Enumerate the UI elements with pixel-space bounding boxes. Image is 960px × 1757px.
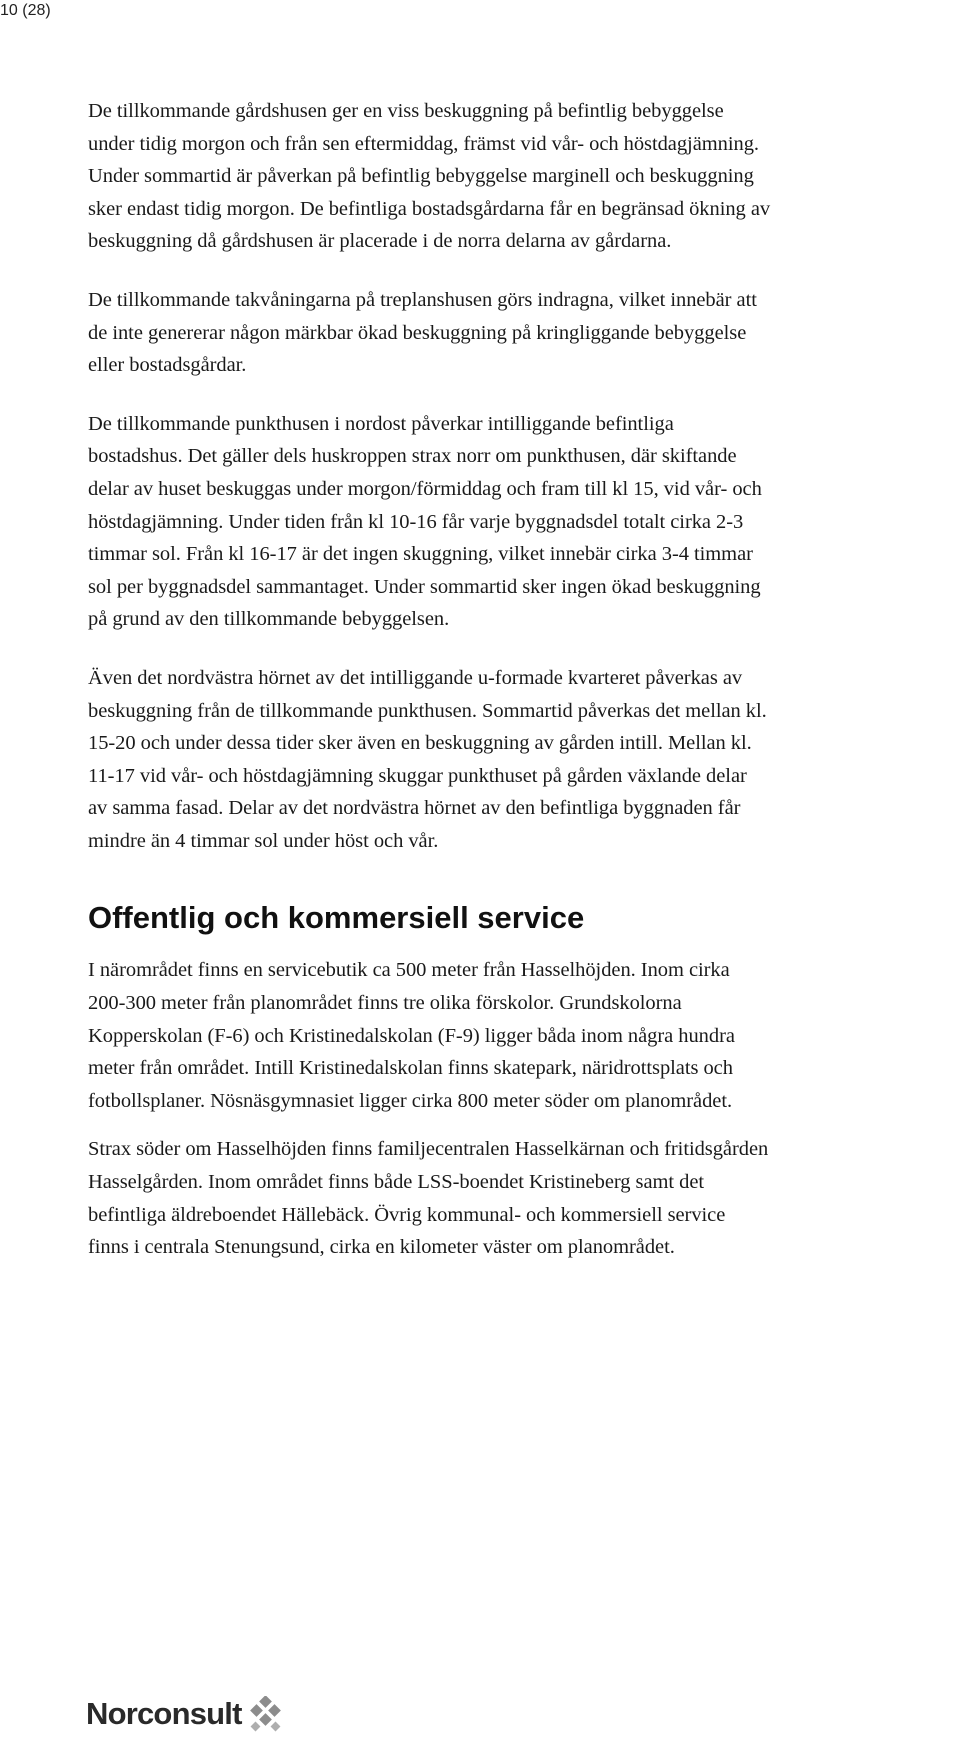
section-heading: Offentlig och kommersiell service — [88, 900, 585, 936]
company-logo — [86, 1696, 284, 1732]
norconsult-diamond-icon — [248, 1696, 284, 1732]
paragraph-nearby-services: I närområdet finns en servicebutik ca 500 meter från Hasselhöjden. Inom cirka 200-300 meter från planområdet finns tre olika förskolor. Grundskolorna Kopperskolan (F-6) och Kristinedalskolan (F-9) ligger båda inom några hundra meter från området. Intill Kristinedalskolan finns skatepark, näridrottsplats och fotbollsplaner. Nösnäsgymnasiet ligger cirka 800 meter söder om planområdet. — [88, 959, 735, 1112]
logo-wordmark: Norconsult — [86, 1696, 242, 1731]
document-body — [88, 95, 958, 1264]
paragraph-point-houses: De tillkommande punkthusen i nordost påverkar intilliggande befintliga bostadshus. Det gäller dels huskroppen strax norr om punkthusen, där skiftande delar av huset beskuggas under morgon/förmiddag och fram till kl 15, vid vår- och höstdagjämning. Under tiden från kl 10-16 får varje byggnadsdel totalt cirka 2-3 timmar sol. Från kl 16-17 är det ingen skuggning, vilket innebär cirka 3-4 timmar sol per byggnadsdel sammantaget. Under sommartid sker ingen ökad beskuggning på grund av den tillkommande bebyggelsen. — [88, 412, 762, 631]
paragraph-courtyard-houses: De tillkommande gårdshusen ger en viss beskuggning på befintlig bebyggelse under tidig morgon och från sen eftermiddag, främst vid vår- och höstdagjämning. Under sommartid är påverkan på befintlig bebyggelse marginell och beskuggning sker endast tidig morgon. De befintliga bostadsgårdarna får en begränsad ökning av beskuggning då gårdshusen är placerade i de norra delarna av gårdarna. — [88, 100, 771, 253]
paragraph-northwest-corner: Även det nordvästra hörnet av det intilliggande u-formade kvarteret påverkas av beskuggning från de tillkommande punkthusen. Sommartid påverkas det mellan kl. 15-20 och under dessa tider sker även en beskuggning av gården intill. Mellan kl. 11-17 vid vår- och höstdagjämning skuggar punkthuset på gården växlande delar av samma fasad. Delar av det nordvästra hörnet av den befintliga byggnaden får mindre än 4 timmar sol under höst och vår. — [88, 666, 767, 852]
paragraph-family-centre: Strax söder om Hasselhöjden finns familjecentralen Hasselkärnan och fritidsgården Hasselgården. Inom området finns både LSS-boendet Kristineberg samt det befintliga äldreboendet Hällebäck. Övrig kommunal- och kommersiell service finns i centrala Stenungsund, cirka en kilometer väster om planområdet. — [88, 1138, 769, 1259]
page-number: 10 (28) — [0, 2, 51, 19]
service-section — [88, 896, 958, 1263]
paragraph-roof-floors: De tillkommande takvåningarna på treplanshusen görs indragna, vilket innebär att de inte genererar någon märkbar ökad beskuggning på kringliggande bebyggelse eller bostadsgårdar. — [88, 288, 757, 377]
